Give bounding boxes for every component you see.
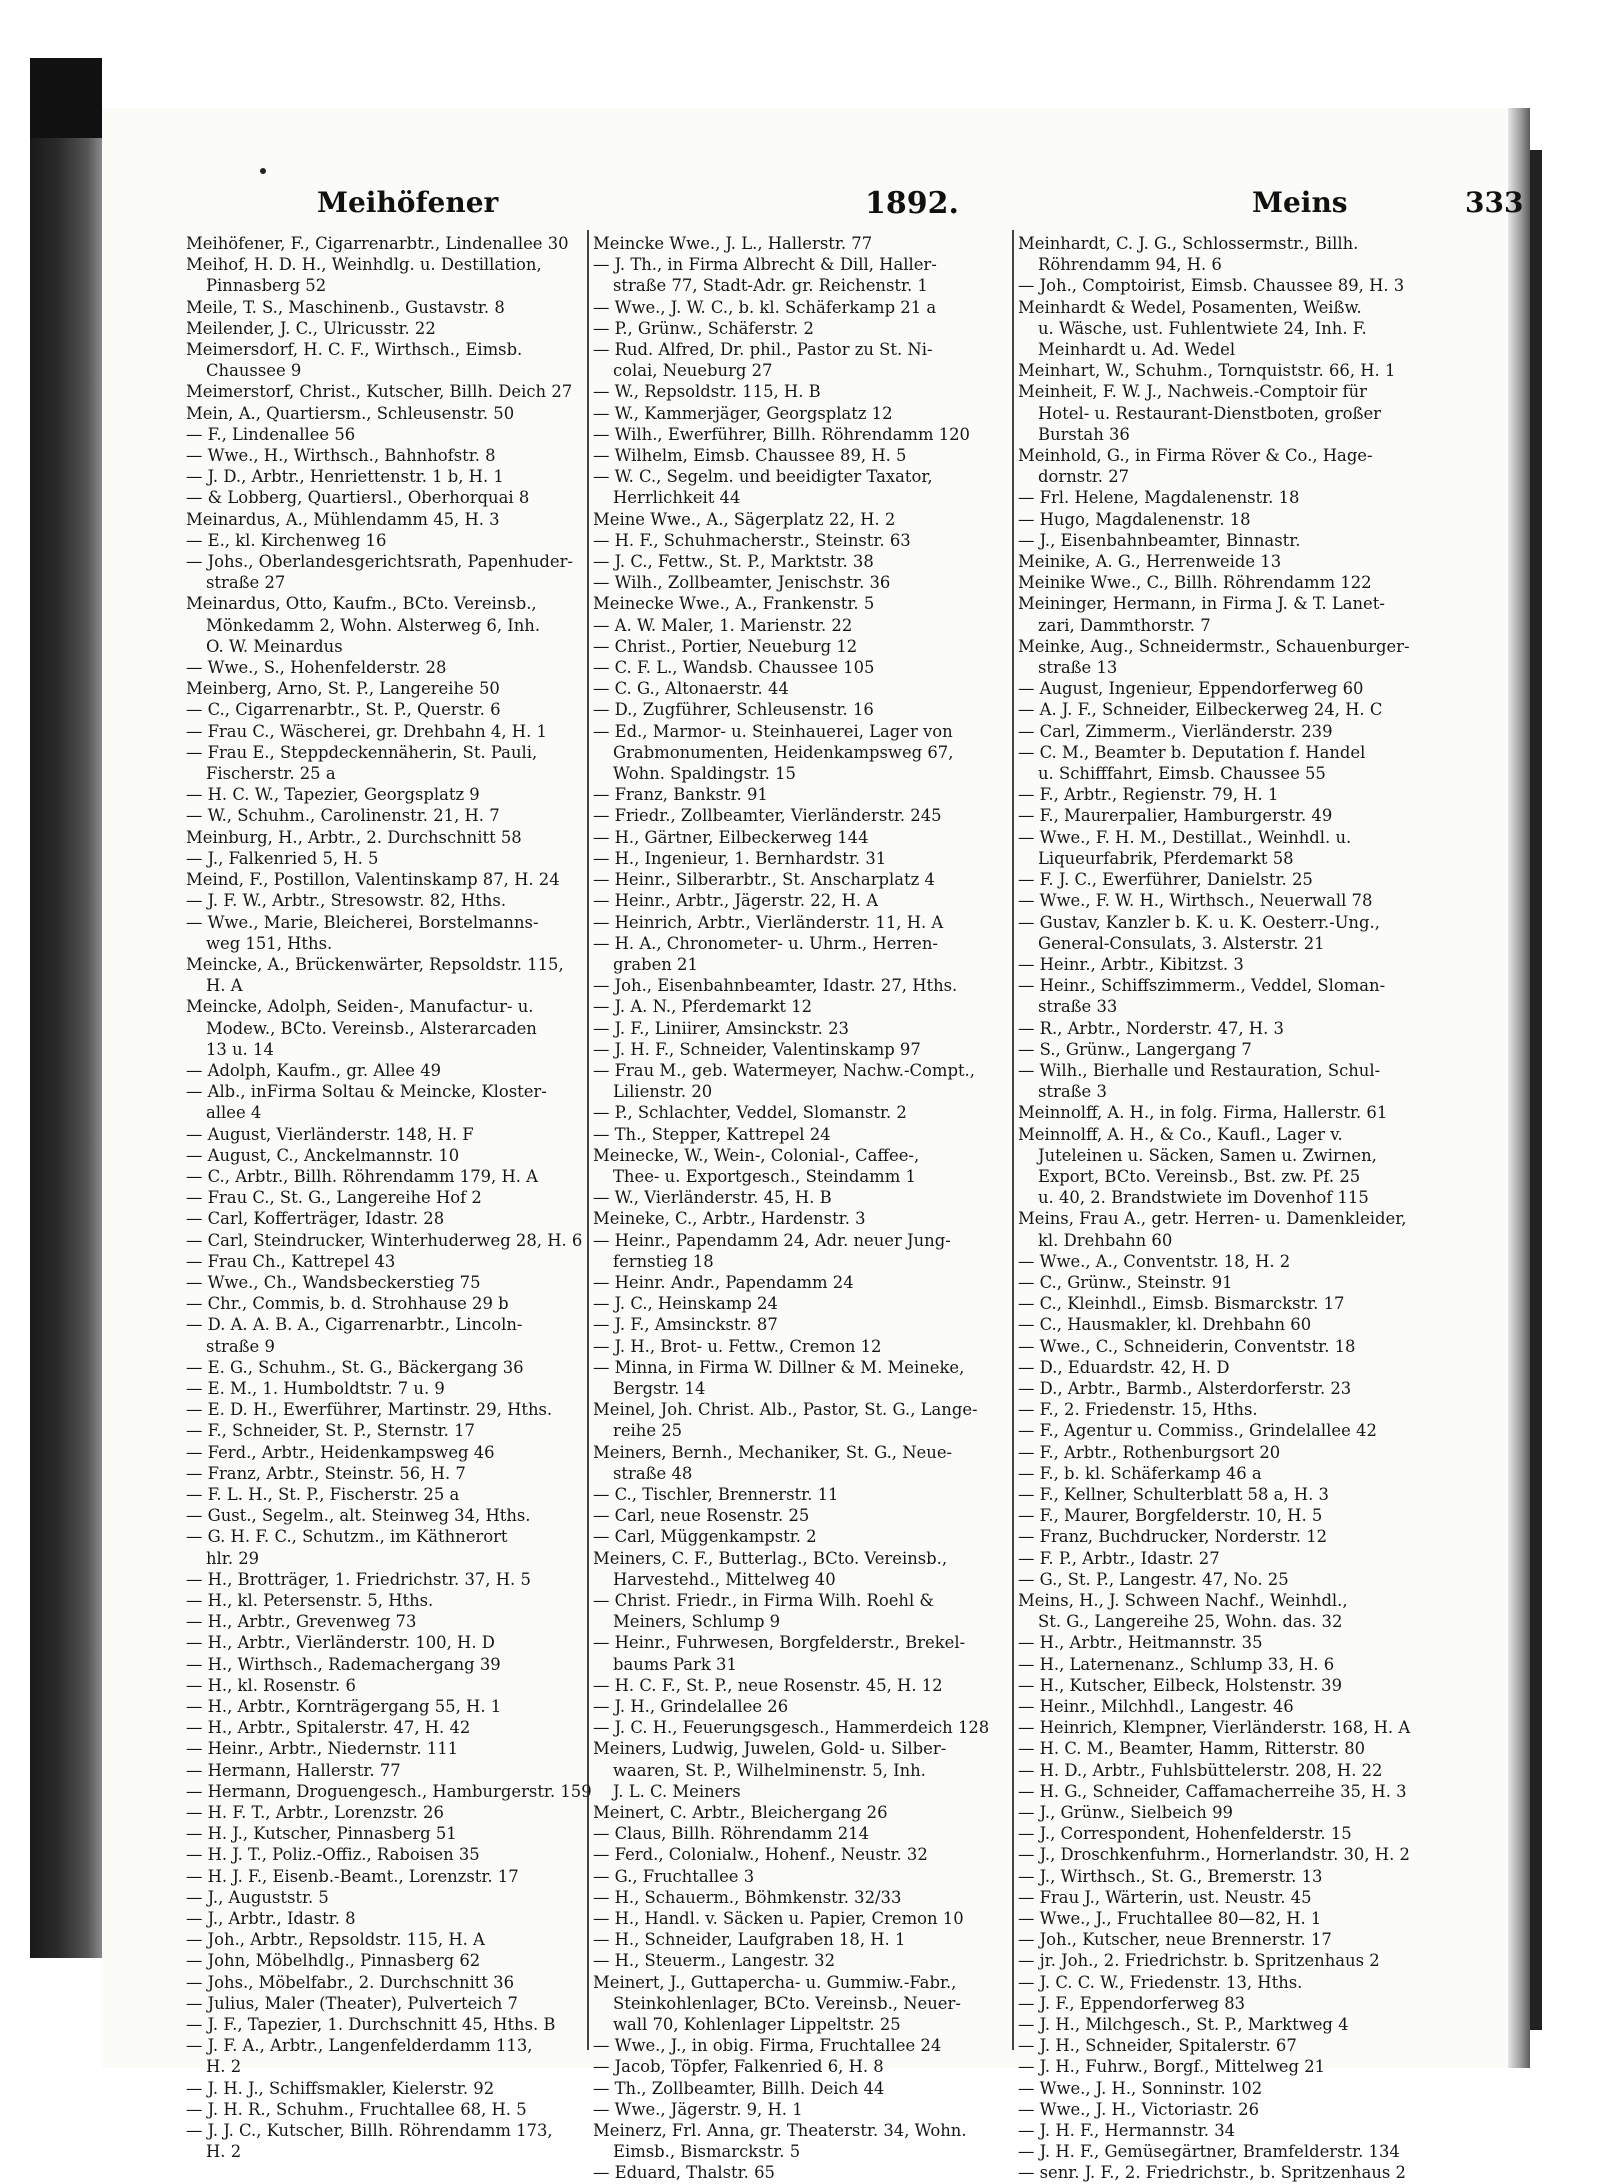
directory-entry: — H. A., Chronometer- u. Uhrm., Herren- [593,933,938,953]
directory-entry: — Johs., Oberlandesgerichtsrath, Papenhuder- [186,552,573,572]
directory-entry: — Heinr., Arbtr., Kibitzst. 3 [1018,954,1244,974]
directory-entry: Meininger, Hermann, in Firma J. & T. Lanet- [1018,594,1385,614]
directory-entry: — C., Tischler, Brennerstr. 11 [593,1484,839,1504]
directory-entry: — Wwe., A., Conventstr. 18, H. 2 [1018,1251,1291,1271]
directory-entry: — C., Arbtr., Billh. Röhrendamm 179, H. A [186,1166,539,1186]
directory-entry: — G., Fruchtallee 3 [593,1866,755,1886]
directory-entry: — J. C. H., Feuerungsgesch., Hammerdeich 128 [593,1718,990,1738]
directory-entry: — H. C. W., Tapezier, Georgsplatz 9 [186,785,480,805]
directory-entry-continuation: straße 77, Stadt-Adr. gr. Reichenstr. 1 [613,276,928,296]
directory-entry: — & Lobberg, Quartiersl., Oberhorquai 8 [186,488,530,508]
directory-entry: — Christ. Friedr., in Firma Wilh. Roehl & [593,1591,935,1610]
directory-entry: — Th., Stepper, Kattrepel 24 [593,1124,831,1144]
directory-entry: — H., Steuerm., Langestr. 32 [593,1951,836,1971]
directory-entry: — J., Wirthsch., St. G., Bremerstr. 13 [1018,1866,1323,1886]
directory-entry: — Ferd., Arbtr., Heidenkampsweg 46 [186,1442,495,1462]
directory-entry: Meinnolff, A. H., in folg. Firma, Hallerstr. 61 [1018,1103,1388,1123]
directory-entry: — F. P., Arbtr., Idastr. 27 [1018,1548,1220,1568]
directory-entry: — Minna, in Firma W. Dillner & M. Meineke, [593,1357,965,1377]
directory-entry: — J. F., Tapezier, 1. Durchschnitt 45, Hths. B [186,2015,556,2035]
directory-entry: — Carl, Müggenkampstr. 2 [593,1527,817,1547]
directory-entry: — H., Ingenieur, 1. Bernhardstr. 31 [593,848,887,868]
directory-entry-continuation: colai, Neueburg 27 [613,361,773,381]
directory-entry: — H. F., Schuhmacherstr., Steinstr. 63 [593,530,911,550]
directory-entry: Meinel, Joh. Christ. Alb., Pastor, St. G., Lange- [593,1400,978,1420]
directory-entry: — P., Grünw., Schäferstr. 2 [593,318,814,338]
directory-entry: — Frau C., St. G., Langereihe Hof 2 [186,1188,482,1208]
directory-entry: — W., Kammerjäger, Georgsplatz 12 [593,403,893,423]
directory-entry: — Wwe., Ch., Wandsbeckerstieg 75 [186,1272,481,1292]
directory-entry: Meinert, C. Arbtr., Bleichergang 26 [593,1803,888,1823]
directory-entry-continuation: u. Wäsche, ust. Fuhlentwiete 24, Inh. F. [1038,318,1367,338]
directory-entry: — J. H., Grindelallee 26 [593,1697,789,1717]
directory-entry: — H., Brotträger, 1. Friedrichstr. 37, H. 5 [186,1569,531,1589]
directory-entry-continuation: Harvestehd., Mittelweg 40 [613,1569,836,1589]
directory-entry: — J., Grünw., Sielbeich 99 [1018,1803,1233,1823]
directory-entry: — E. G., Schuhm., St. G., Bäckergang 36 [186,1357,524,1377]
directory-entry: Meinburg, H., Arbtr., 2. Durchschnitt 58 [186,827,522,847]
directory-entry: — W., Schuhm., Carolinenstr. 21, H. 7 [186,806,500,826]
directory-entry: — F., Maurerpalier, Hamburgerstr. 49 [1018,806,1333,826]
directory-entry: — Carl, Steindrucker, Winterhuderweg 28, H. 6 [186,1230,583,1250]
directory-entry: — H., kl. Petersenstr. 5, Hths. [186,1591,434,1610]
directory-entry: Meilender, J. C., Ulricusstr. 22 [186,318,436,338]
directory-entry: Meimersdorf, H. C. F., Wirthsch., Eimsb. [186,340,523,360]
directory-entry: — Frau Ch., Kattrepel 43 [186,1251,396,1271]
directory-entry-continuation: O. W. Meinardus [206,636,343,656]
directory-entry: — G., St. P., Langestr. 47, No. 25 [1018,1569,1289,1589]
directory-entry: — Wwe., J. H., Victoriastr. 26 [1018,2099,1260,2119]
directory-entry-continuation: kl. Drehbahn 60 [1038,1230,1173,1250]
directory-entry: — Wwe., J., Fruchtallee 80—82, H. 1 [1018,1909,1322,1929]
directory-entry: — W., Vierländerstr. 45, H. B [593,1188,832,1208]
directory-entry-continuation: zari, Dammthorstr. 7 [1038,615,1211,635]
directory-entry: — D., Arbtr., Barmb., Alsterdorferstr. 23 [1018,1378,1352,1398]
directory-entry: — Chr., Commis, b. d. Strohhause 29 b [186,1294,509,1314]
directory-entry: Meineke, C., Arbtr., Hardenstr. 3 [593,1209,866,1229]
directory-entry: — Carl, Zimmerm., Vierländerstr. 239 [1018,721,1333,741]
directory-entry-continuation: St. G., Langereihe 25, Wohn. das. 32 [1038,1612,1343,1632]
directory-entry: — Carl, neue Rosenstr. 25 [593,1506,810,1526]
directory-entry-continuation: u. 40, 2. Brandstwiete im Dovenhof 115 [1038,1188,1369,1208]
directory-entry: — J. C., Heinskamp 24 [593,1294,778,1314]
directory-entry: — Wilh., Zollbeamter, Jenischstr. 36 [593,573,891,593]
directory-entry-continuation: fernstieg 18 [613,1251,714,1271]
directory-entry: — Frau J., Wärterin, ust. Neustr. 45 [1018,1887,1312,1907]
directory-entry: — J. H. R., Schuhm., Fruchtallee 68, H. 5 [186,2099,527,2119]
directory-page [102,108,1530,2183]
directory-entry: — J. F. A., Arbtr., Langenfelderdamm 113, [186,2036,533,2056]
directory-entry: — H. C. F., St. P., neue Rosenstr. 45, H. 12 [593,1675,943,1695]
directory-entry: — F., Agentur u. Commiss., Grindelallee 42 [1018,1421,1377,1441]
directory-column-3 [1018,233,1508,2183]
directory-entry: — August, Vierländerstr. 148, H. F [186,1124,474,1144]
header-year: 1892. [865,186,959,221]
directory-entry-continuation: H. 2 [206,2057,242,2077]
directory-entry: — J. F. W., Arbtr., Stresowstr. 82, Hths. [186,891,507,911]
directory-entry-continuation: waaren, St. P., Wilhelminenstr. 5, Inh. [613,1760,926,1780]
directory-entry: — C., Kleinhdl., Eimsb. Bismarckstr. 17 [1018,1294,1345,1314]
directory-entry: — H., Handl. v. Säcken u. Papier, Cremon 10 [593,1909,964,1929]
directory-entry: — Wwe., Marie, Bleicherei, Borstelmanns- [186,912,539,932]
directory-entry: Meihöfener, F., Cigarrenarbtr., Lindenallee 30 [186,234,569,253]
directory-entry: — Frau E., Steppdeckennäherin, St. Pauli, [186,742,538,762]
page-edge-shadow [1508,108,1530,2068]
directory-entry: — Heinrich, Klempner, Vierländerstr. 168, H. A [1018,1718,1411,1738]
page-speck [260,168,266,174]
directory-entry: — C., Grünw., Steinstr. 91 [1018,1272,1233,1292]
directory-entry: — Wwe., J. H., Sonninstr. 102 [1018,2078,1263,2098]
directory-entry: — A. J. F., Schneider, Eilbeckerweg 24, H. C [1018,700,1383,720]
directory-entry: — H. J. F., Eisenb.-Beamt., Lorenzstr. 17 [186,1866,519,1886]
directory-entry: — Heinr., Papendamm 24, Adr. neuer Jung- [593,1230,951,1250]
directory-entry: — E., kl. Kirchenweg 16 [186,530,387,550]
directory-entry: — Joh., Arbtr., Repsoldstr. 115, H. A [186,1930,485,1950]
directory-entry: — Wwe., Jägerstr. 9, H. 1 [593,2099,803,2119]
page-number: 333 [1465,186,1524,219]
directory-entry: — Christ., Portier, Neueburg 12 [593,636,858,656]
directory-entry: Mein, A., Quartiersm., Schleusenstr. 50 [186,403,515,423]
directory-entry: — Hermann, Droguengesch., Hamburgerstr. 159 [186,1781,592,1801]
directory-entry: — H., Wirthsch., Rademachergang 39 [186,1654,501,1674]
directory-entry: — J., Falkenried 5, H. 5 [186,848,379,868]
directory-entry-continuation: dornstr. 27 [1038,467,1130,487]
directory-entry: — Wwe., F. W. H., Wirthsch., Neuerwall 78 [1018,891,1373,911]
directory-entry: Meinhardt & Wedel, Posamenten, Weißw. [1018,297,1362,317]
directory-entry: — Heinr., Schiffszimmerm., Veddel, Sloman- [1018,976,1386,996]
directory-entry: — Ferd., Colonialw., Hohenf., Neustr. 32 [593,1845,928,1865]
directory-entry: — August, Ingenieur, Eppendorferweg 60 [1018,679,1364,699]
directory-entry: — H., Arbtr., Heitmannstr. 35 [1018,1633,1263,1653]
directory-entry: Meinnolff, A. H., & Co., Kaufl., Lager v. [1018,1124,1343,1144]
directory-entry: — F., Arbtr., Regienstr. 79, H. 1 [1018,785,1279,805]
directory-column-2 [593,233,1011,2183]
directory-entry: — J., Eisenbahnbeamter, Binnastr. [1018,530,1301,550]
directory-entry: — D., Zugführer, Schleusenstr. 16 [593,700,874,720]
directory-entry: — Hugo, Magdalenenstr. 18 [1018,509,1251,529]
directory-entry: Meinke, Aug., Schneidermstr., Schauenburger- [1018,636,1410,656]
directory-entry: — Claus, Billh. Röhrendamm 214 [593,1824,869,1844]
directory-entry: — J. H., Schneider, Spitalerstr. 67 [1018,2036,1297,2056]
directory-entry-continuation: General-Consulats, 3. Alsterstr. 21 [1038,933,1325,953]
directory-entry: — H. F. T., Arbtr., Lorenzstr. 26 [186,1803,444,1823]
directory-entry: — Carl, Kofferträger, Idastr. 28 [186,1209,445,1229]
directory-entry: — Heinr., Arbtr., Niedernstr. 111 [186,1739,459,1759]
directory-entry: — Wwe., J. W. C., b. kl. Schäferkamp 21 a [593,297,937,317]
directory-entry: Meincke, A., Brückenwärter, Repsoldstr. 115, [186,954,564,974]
directory-entry: — Wilhelm, Eimsb. Chaussee 89, H. 5 [593,446,907,466]
directory-entry: — J., Droschkenfuhrm., Hornerlandstr. 30, H. 2 [1018,1845,1410,1865]
directory-entry: Meimerstorf, Christ., Kutscher, Billh. Deich 27 [186,382,573,402]
directory-entry: — J. F., Liniirer, Amsinckstr. 23 [593,1018,849,1038]
directory-entry: — Wwe., J., in obig. Firma, Fruchtallee 24 [593,2036,942,2056]
directory-entry-continuation: Modew., BCto. Vereinsb., Alsterarcaden [206,1018,537,1038]
directory-entry: Meinhardt, C. J. G., Schlossermstr., Billh. [1018,234,1359,253]
directory-entry: — H., Schneider, Laufgraben 18, H. 1 [593,1930,906,1950]
directory-entry: — D., Eduardstr. 42, H. D [1018,1357,1230,1377]
directory-entry-continuation: straße 48 [613,1463,693,1483]
directory-entry: Meinberg, Arno, St. P., Langereihe 50 [186,679,500,699]
directory-entry-continuation: reihe 25 [613,1421,683,1441]
directory-entry: — F., Lindenallee 56 [186,424,356,444]
directory-entry: — H., Laternenanz., Schlump 33, H. 6 [1018,1654,1335,1674]
directory-entry-continuation: Chaussee 9 [206,361,302,381]
directory-entry: — J. F., Amsinckstr. 87 [593,1315,778,1335]
directory-entry-continuation: Bergstr. 14 [613,1378,706,1398]
directory-entry-continuation: Liqueurfabrik, Pferdemarkt 58 [1038,848,1294,868]
directory-entry-continuation: H. A [206,976,243,996]
directory-entry-continuation: J. L. C. Meiners [613,1781,741,1801]
directory-entry: — Franz, Buchdrucker, Norderstr. 12 [1018,1527,1328,1547]
directory-entry-continuation: u. Schifffahrt, Eimsb. Chaussee 55 [1038,764,1326,784]
directory-entry-continuation: Eimsb., Bismarckstr. 5 [613,2142,801,2162]
directory-entry: — Heinrich, Arbtr., Vierländerstr. 11, H. A [593,912,944,932]
directory-entry: Meind, F., Postillon, Valentinskamp 87, H. 24 [186,870,560,890]
directory-entry: — Frau C., Wäscherei, gr. Drehbahn 4, H. 1 [186,721,547,741]
directory-entry-continuation: straße 33 [1038,997,1118,1017]
directory-entry: Meincke Wwe., J. L., Hallerstr. 77 [593,234,873,253]
directory-entry: Meinheit, F. W. J., Nachweis.-Comptoir für [1018,382,1367,402]
directory-entry: — Ed., Marmor- u. Steinhauerei, Lager von [593,721,953,741]
directory-entry: Meinike Wwe., C., Billh. Röhrendamm 122 [1018,573,1372,593]
directory-entry: — J. Th., in Firma Albrecht & Dill, Haller- [593,255,937,275]
directory-entry: — J., Correspondent, Hohenfelderstr. 15 [1018,1824,1352,1844]
directory-entry: — J. H. F., Hermannstr. 34 [1018,2121,1236,2141]
directory-entry: — H., Arbtr., Kornträgergang 55, H. 1 [186,1697,502,1717]
directory-entry: — J. H., Fuhrw., Borgf., Mittelweg 21 [1018,2057,1326,2077]
directory-entry: — Gustav, Kanzler b. K. u. K. Oesterr.-Ung., [1018,912,1380,932]
directory-entry: Meinhart, W., Schuhm., Tornquiststr. 66, H. 1 [1018,361,1396,381]
directory-entry: Meins, Frau A., getr. Herren- u. Damenkleider, [1018,1209,1407,1229]
directory-entry-continuation: wall 70, Kohlenlager Lippeltstr. 25 [613,2015,901,2035]
directory-entry: Meinecke Wwe., A., Frankenstr. 5 [593,594,875,614]
directory-entry: — Franz, Bankstr. 91 [593,785,768,805]
directory-entry-continuation: H. 2 [206,2142,242,2162]
directory-entry: Meiners, Bernh., Mechaniker, St. G., Neue- [593,1442,953,1462]
directory-entry: — jr. Joh., 2. Friedrichstr. b. Spritzenhaus 2 [1018,1951,1380,1971]
directory-entry-continuation: Grabmonumenten, Heidenkampsweg 67, [613,742,954,762]
directory-entry: — Franz, Arbtr., Steinstr. 56, H. 7 [186,1463,466,1483]
directory-entry: Meine Wwe., A., Sägerplatz 22, H. 2 [593,509,896,529]
directory-entry: — H., Schauerm., Böhmkenstr. 32/33 [593,1887,902,1907]
directory-entry: Meinardus, A., Mühlendamm 45, H. 3 [186,509,500,529]
directory-entry: Meiners, C. F., Butterlag., BCto. Vereinsb., [593,1548,948,1568]
directory-entry-continuation: Steinkohlenlager, BCto. Vereinsb., Neuer- [613,1993,961,2013]
directory-entry-continuation: Mönkedamm 2, Wohn. Alsterweg 6, Inh. [206,615,541,635]
directory-entry-continuation: hlr. 29 [206,1548,260,1568]
directory-entry: — J., Arbtr., Idastr. 8 [186,1909,356,1929]
directory-entry: — J. D., Arbtr., Henriettenstr. 1 b, H. 1 [186,467,504,487]
column-divider-2 [1012,230,1014,2050]
directory-entry: Meinardus, Otto, Kaufm., BCto. Vereinsb., [186,594,537,614]
header-first-entry: Meihöfener [317,186,499,219]
directory-entry: — J., Auguststr. 5 [186,1887,329,1907]
directory-entry-continuation: Hotel- u. Restaurant-Dienstboten, großer [1038,403,1382,423]
directory-entry-continuation: Pinnasberg 52 [206,276,327,296]
directory-entry: Meincke, Adolph, Seiden-, Manufactur- u. [186,997,534,1017]
directory-entry: — senr. J. F., 2. Friedrichstr., b. Spritzenhaus 2 [1018,2163,1406,2183]
directory-entry: — Joh., Comptoirist, Eimsb. Chaussee 89, H. 3 [1018,276,1405,296]
directory-entry: — Heinr., Milchhdl., Langestr. 46 [1018,1697,1294,1717]
directory-entry: — H., Arbtr., Spitalerstr. 47, H. 42 [186,1718,471,1738]
directory-entry-continuation: Export, BCto. Vereinsb., Bst. zw. Pf. 25 [1038,1166,1361,1186]
directory-entry-continuation: straße 13 [1038,658,1118,678]
directory-entry: — P., Schlachter, Veddel, Slomanstr. 2 [593,1103,907,1123]
directory-entry: — H., Gärtner, Eilbeckerweg 144 [593,827,869,847]
directory-entry: — S., Grünw., Langergang 7 [1018,1039,1252,1059]
directory-entry: — Rud. Alfred, Dr. phil., Pastor zu St. Ni- [593,340,933,360]
directory-entry: — John, Möbelhdlg., Pinnasberg 62 [186,1951,481,1971]
directory-entry: — C. G., Altonaerstr. 44 [593,679,789,699]
directory-entry: — F. J. C., Ewerführer, Danielstr. 25 [1018,870,1313,890]
directory-entry: Meinert, J., Guttapercha- u. Gummiw.-Fabr., [593,1972,957,1992]
directory-entry: — J. H., Milchgesch., St. P., Marktweg 4 [1018,2015,1349,2035]
directory-entry: — Julius, Maler (Theater), Pulverteich 7 [186,1993,518,2013]
directory-entry: — J. J. C., Kutscher, Billh. Röhrendamm 173, [186,2121,553,2141]
directory-entry-continuation: Herrlichkeit 44 [613,488,741,508]
directory-entry: — H. D., Arbtr., Fuhlsbüttelerstr. 208, H. 22 [1018,1760,1383,1780]
directory-entry: Meinhold, G., in Firma Röver & Co., Hage- [1018,446,1373,466]
directory-entry: — Joh., Kutscher, neue Brennerstr. 17 [1018,1930,1332,1950]
directory-entry: — F., Schneider, St. P., Sternstr. 17 [186,1421,475,1441]
directory-entry: — F., Kellner, Schulterblatt 58 a, H. 3 [1018,1484,1329,1504]
directory-entry: — J. H. F., Gemüsegärtner, Bramfelderstr. 134 [1018,2142,1400,2162]
directory-entry: — Heinr., Arbtr., Jägerstr. 22, H. A [593,891,879,911]
directory-entry-continuation: Fischerstr. 25 a [206,764,336,784]
directory-entry: — W. C., Segelm. und beeidigter Taxator, [593,467,933,487]
directory-entry-continuation: Lilienstr. 20 [613,1082,713,1102]
directory-entry: — F., b. kl. Schäferkamp 46 a [1018,1463,1262,1483]
directory-entry: — J. H., Brot- u. Fettw., Cremon 12 [593,1336,882,1356]
running-header [317,186,1567,230]
directory-entry: — H., kl. Rosenstr. 6 [186,1675,356,1695]
directory-entry: Meinerz, Frl. Anna, gr. Theaterstr. 34, Wohn. [593,2121,967,2141]
directory-entry: Meinike, A. G., Herrenweide 13 [1018,552,1282,572]
directory-entry-continuation: Burstah 36 [1038,424,1130,444]
directory-entry: — E. M., 1. Humboldtstr. 7 u. 9 [186,1378,445,1398]
directory-entry: — Heinr., Silberarbtr., St. Anscharplatz 4 [593,870,935,890]
directory-entry-continuation: Röhrendamm 94, H. 6 [1038,255,1222,275]
directory-entry: — Heinr. Andr., Papendamm 24 [593,1272,854,1292]
directory-entry-continuation: Meiners, Schlump 9 [613,1612,781,1632]
directory-entry: — Gust., Segelm., alt. Steinweg 34, Hths. [186,1506,531,1526]
directory-entry: — W., Repsoldstr. 115, H. B [593,382,821,402]
directory-entry: — H. J., Kutscher, Pinnasberg 51 [186,1824,457,1844]
directory-entry: — Adolph, Kaufm., gr. Allee 49 [186,1060,442,1080]
directory-entry: — Alb., inFirma Soltau & Meincke, Kloster- [186,1082,547,1102]
directory-entry: — F., Arbtr., Rothenburgsort 20 [1018,1442,1281,1462]
directory-entry: Meiners, Ludwig, Juwelen, Gold- u. Silber- [593,1739,947,1759]
directory-entry: — C., Hausmakler, kl. Drehbahn 60 [1018,1315,1312,1335]
directory-entry-continuation: Meinhardt u. Ad. Wedel [1038,340,1236,360]
directory-entry: Meile, T. S., Maschinenb., Gustavstr. 8 [186,297,505,317]
directory-entry: — C. M., Beamter b. Deputation f. Handel [1018,742,1366,762]
directory-entry: — Wwe., C., Schneiderin, Conventstr. 18 [1018,1336,1356,1356]
directory-entry-continuation: 13 u. 14 [206,1039,274,1059]
directory-entry: — Hermann, Hallerstr. 77 [186,1760,401,1780]
directory-entry: — J. H. F., Schneider, Valentinskamp 97 [593,1039,921,1059]
directory-entry: — J. H. J., Schiffsmakler, Kielerstr. 92 [186,2078,495,2098]
directory-entry-continuation: Juteleinen u. Säcken, Samen u. Zwirnen, [1038,1145,1377,1165]
directory-entry: — H., Arbtr., Grevenweg 73 [186,1612,417,1632]
directory-entry: — Friedr., Zollbeamter, Vierländerstr. 245 [593,806,942,826]
directory-entry: — Wwe., H., Wirthsch., Bahnhofstr. 8 [186,446,496,466]
directory-entry: — Th., Zollbeamter, Billh. Deich 44 [593,2078,885,2098]
directory-entry: — F., 2. Friedenstr. 15, Hths. [1018,1400,1258,1420]
directory-entry: — Wilh., Bierhalle und Restauration, Schul- [1018,1060,1381,1080]
directory-entry: — C., Cigarrenarbtr., St. P., Querstr. 6 [186,700,501,720]
directory-entry: — E. D. H., Ewerführer, Martinstr. 29, Hths. [186,1400,553,1420]
directory-entry: — H. G., Schneider, Caffamacherreihe 35, H. 3 [1018,1781,1407,1801]
book-spine-shadow [30,58,102,138]
directory-entry: — J. C., Fettw., St. P., Marktstr. 38 [593,552,874,572]
directory-entry: — Johs., Möbelfabr., 2. Durchschnitt 36 [186,1972,515,1992]
directory-entry: Meihof, H. D. H., Weinhdlg. u. Destillation, [186,255,542,275]
directory-entry: — August, C., Anckelmannstr. 10 [186,1145,460,1165]
directory-entry: Meins, H., J. Schween Nachf., Weinhdl., [1018,1591,1348,1610]
directory-entry-continuation: baums Park 31 [613,1654,737,1674]
directory-entry: — R., Arbtr., Norderstr. 47, H. 3 [1018,1018,1284,1038]
directory-entry: — Frl. Helene, Magdalenenstr. 18 [1018,488,1300,508]
directory-entry-continuation: Wohn. Spaldingstr. 15 [613,764,796,784]
directory-entry: — Eduard, Thalstr. 65 [593,2163,775,2183]
header-last-entry: Meins [1252,186,1348,219]
directory-entry: — Heinr., Fuhrwesen, Borgfelderstr., Brekel- [593,1633,966,1653]
book-spine [30,58,102,1958]
directory-entry: — G. H. F. C., Schutzm., im Käthnerort [186,1527,508,1547]
directory-entry-continuation: straße 27 [206,573,286,593]
directory-entry-continuation: Thee- u. Exportgesch., Steindamm 1 [613,1166,916,1186]
directory-entry: — H. J. T., Poliz.-Offiz., Raboisen 35 [186,1845,480,1865]
directory-entry: — J. F., Eppendorferweg 83 [1018,1993,1246,2013]
directory-entry-continuation: allee 4 [206,1103,262,1123]
directory-entry: — Wilh., Ewerführer, Billh. Röhrendamm 120 [593,424,970,444]
directory-entry: — F. L. H., St. P., Fischerstr. 25 a [186,1484,460,1504]
directory-entry: — Frau M., geb. Watermeyer, Nachw.-Compt., [593,1060,975,1080]
directory-entry-continuation: weg 151, Hths. [206,933,333,953]
directory-entry: — Jacob, Töpfer, Falkenried 6, H. 8 [593,2057,884,2077]
page-right-edge [1530,150,1542,2030]
directory-entry: — C. F. L., Wandsb. Chaussee 105 [593,658,875,678]
directory-entry: — H. C. M., Beamter, Hamm, Ritterstr. 80 [1018,1739,1366,1759]
directory-entry: Meinecke, W., Wein-, Colonial-, Caffee-, [593,1145,920,1165]
directory-entry: — Joh., Eisenbahnbeamter, Idastr. 27, Hths. [593,976,958,996]
directory-entry-continuation: graben 21 [613,954,698,974]
directory-entry: — J. C. C. W., Friedenstr. 13, Hths. [1018,1972,1303,1992]
directory-entry-continuation: straße 3 [1038,1082,1107,1102]
directory-entry-continuation: straße 9 [206,1336,275,1356]
directory-entry: — H., Kutscher, Eilbeck, Holstenstr. 39 [1018,1675,1342,1695]
directory-entry: — H., Arbtr., Vierländerstr. 100, H. D [186,1633,495,1653]
directory-entry: — Wwe., F. H. M., Destillat., Weinhdl. u. [1018,827,1352,847]
directory-entry: — D. A. A. B. A., Cigarrenarbtr., Lincoln- [186,1315,523,1335]
directory-entry: — A. W. Maler, 1. Marienstr. 22 [593,615,853,635]
directory-entry: — J. A. N., Pferdemarkt 12 [593,997,813,1017]
directory-entry: — F., Maurer, Borgfelderstr. 10, H. 5 [1018,1506,1323,1526]
directory-entry: — Wwe., S., Hohenfelderstr. 28 [186,658,447,678]
